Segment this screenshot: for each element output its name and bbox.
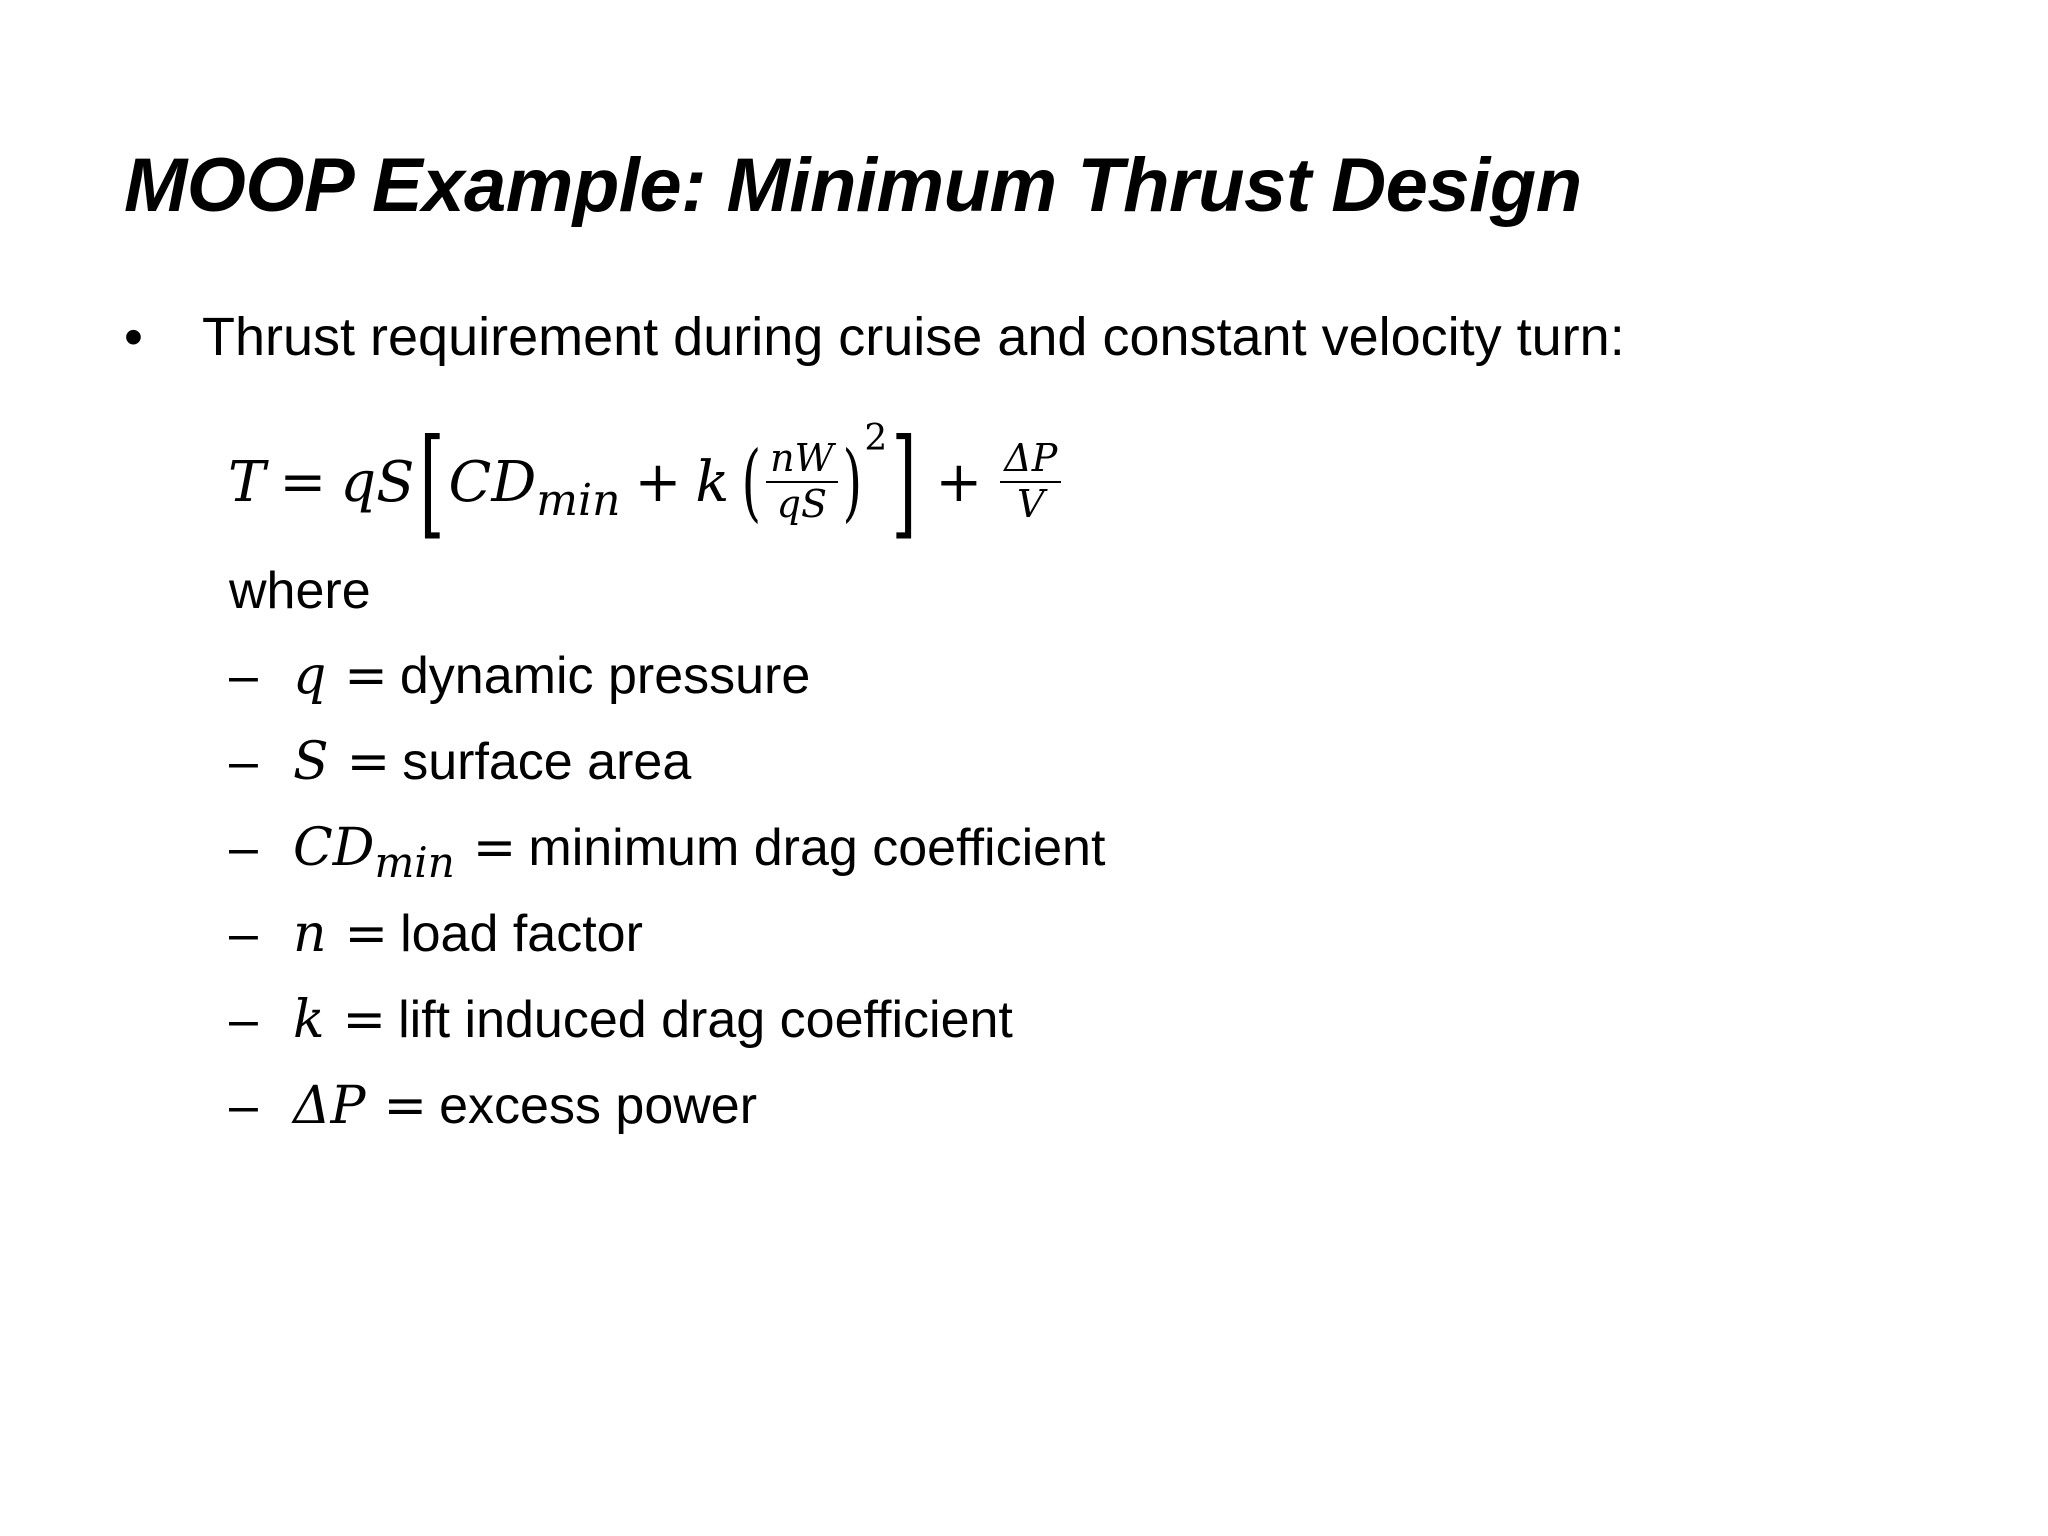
definition-symbol: q: [293, 646, 327, 706]
slide-title: MOOP Example: Minimum Thrust Design: [124, 143, 1582, 228]
definition-dash: –: [229, 819, 258, 877]
eq-close-paren: ): [842, 433, 862, 531]
eq-close-bracket: ]: [891, 413, 917, 551]
bullet-marker: •: [124, 307, 143, 367]
definition-description: dynamic pressure: [399, 647, 811, 705]
thrust-equation: [228, 412, 1065, 552]
eq-frac1-numerator: nW: [766, 439, 838, 483]
definition-item-n: [229, 904, 1105, 994]
definition-symbol: S: [293, 732, 329, 792]
definition-item-cdmin: [229, 818, 1106, 908]
eq-exponent: 2: [864, 417, 888, 459]
definition-description: load factor: [400, 905, 643, 963]
eq-cd-sub: min: [536, 474, 621, 526]
eq-open-paren: (: [741, 433, 762, 531]
eq-open-bracket: [: [418, 413, 445, 551]
definition-dash: –: [229, 733, 258, 791]
definition-item-dp: [229, 1076, 1105, 1166]
definition-equals: =: [344, 904, 389, 964]
definition-item-q: [229, 646, 1105, 736]
definition-equals: =: [346, 732, 391, 792]
eq-frac1-denominator: qS: [776, 482, 828, 526]
eq-plus-2: +: [935, 449, 983, 515]
definition-equals: =: [344, 646, 388, 706]
definition-symbol: [293, 818, 455, 887]
definition-item-k: [229, 990, 1105, 1080]
definition-dash: –: [229, 905, 258, 963]
definition-dash: –: [229, 647, 258, 705]
definition-equals: =: [342, 990, 387, 1050]
eq-fraction-nw-qs: [766, 436, 838, 526]
eq-k: k: [695, 449, 730, 515]
definition-description: surface area: [402, 733, 692, 791]
eq-frac2-denominator: V: [1017, 482, 1045, 526]
bullet-item: [124, 307, 1625, 367]
eq-frac2-numerator: ΔP: [1000, 439, 1061, 483]
definition-item-s: [229, 732, 1105, 822]
definition-symbol: k: [293, 990, 325, 1050]
definition-symbol-base: CD: [293, 818, 375, 878]
eq-lhs: T: [228, 449, 266, 515]
eq-factor: qS: [340, 449, 415, 515]
where-label: where: [229, 562, 371, 620]
bullet-text: Thrust requirement during cruise and constant velocity turn:: [202, 307, 1625, 367]
eq-cd-min: [448, 449, 621, 526]
definition-description: lift induced drag coefficient: [398, 991, 1013, 1049]
definition-dash: –: [229, 991, 258, 1049]
eq-plus-1: +: [634, 449, 682, 515]
definition-equals: =: [383, 1076, 428, 1136]
eq-cd-base: CD: [448, 449, 537, 515]
definition-equals: =: [472, 818, 517, 878]
definition-symbol-sub: min: [374, 838, 455, 887]
eq-equals: =: [279, 449, 327, 515]
definition-symbol: n: [293, 904, 327, 964]
definition-symbol: ΔP: [293, 1076, 366, 1136]
definition-description: minimum drag coefficient: [528, 819, 1106, 877]
definition-description: excess power: [439, 1077, 758, 1135]
eq-fraction-dp-v: [1000, 436, 1061, 526]
definition-list: [229, 646, 1106, 1166]
definition-dash: –: [229, 1077, 258, 1135]
